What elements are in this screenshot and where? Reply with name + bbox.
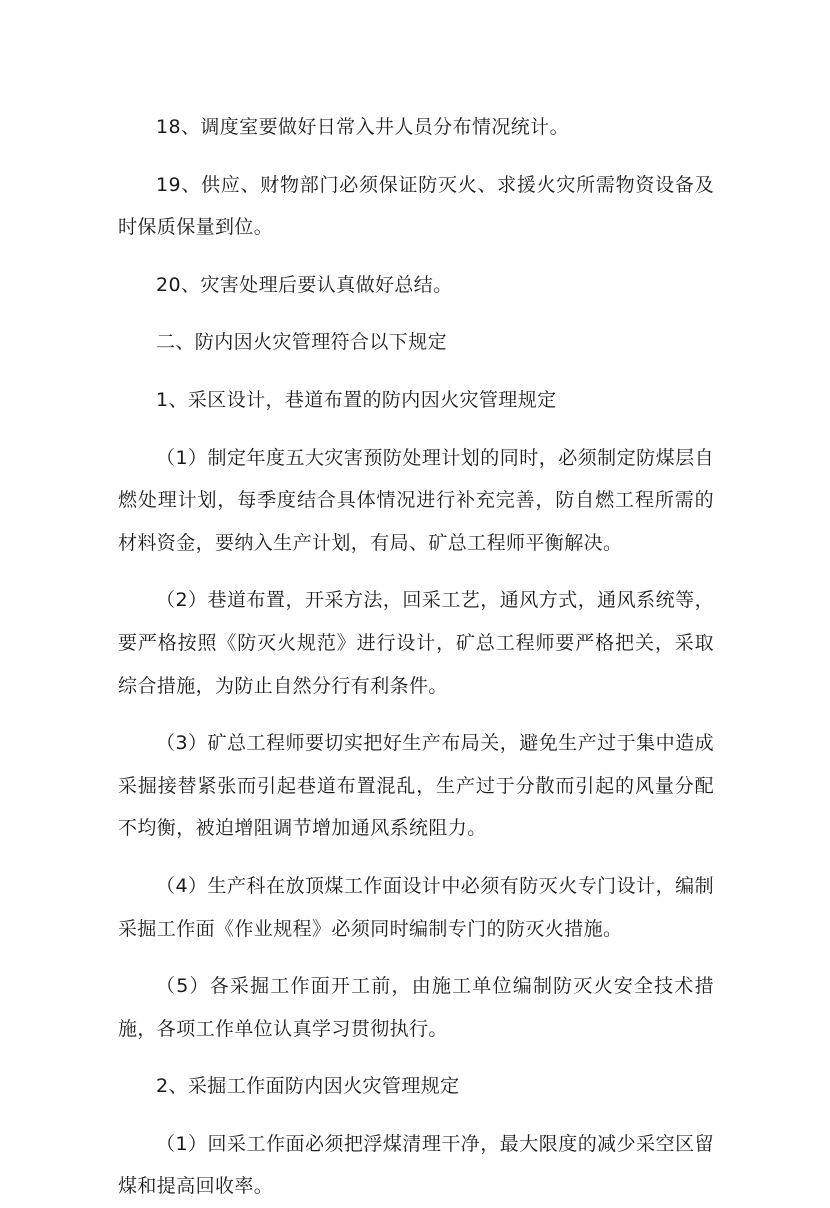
section-heading-2: 二、防内因火灾管理符合以下规定 bbox=[156, 331, 448, 354]
document-body bbox=[118, 106, 714, 1208]
item-2: （2）巷道布置，开采方法，回采工艺，通风方式，通风系统等，要严格按照《防灭火规范》进行设计，矿总工程师要严格把关，采取综合措施，为防止自然分行有利条件。 bbox=[118, 589, 714, 697]
item-3: （3）矿总工程师要切实把好生产布局关，避免生产过于集中造成采掘接替紧张而引起巷道布置混乱，生产过于分散而引起的风量分配不均衡，被迫增阻调节增加通风系统阻力。 bbox=[118, 732, 714, 840]
item-4: （4）生产科在放顶煤工作面设计中必须有防灭火专门设计，编制采掘工作面《作业规程》必须同时编制专门的防灭火措施。 bbox=[118, 874, 714, 940]
subsection-heading-1: 1、采区设计，巷道布置的防内因火灾管理规定 bbox=[156, 388, 557, 411]
subsection-heading-2: 2、采掘工作面防内因火灾管理规定 bbox=[156, 1075, 460, 1098]
paragraph-18: 18、调度室要做好日常入井人员分布情况统计。 bbox=[156, 116, 569, 138]
paragraph-20: 20、灾害处理后要认真做好总结。 bbox=[156, 273, 453, 296]
paragraph-19: 19、供应、财物部门必须保证防灭火、求援火灾所需物资设备及时保质保量到位。 bbox=[118, 173, 714, 239]
item-1: （1）制定年度五大灾害预防处理计划的同时，必须制定防煤层自燃处理计划，每季度结合具体情况进行补充完善，防自燃工程所需的材料资金，要纳入生产计划，有局、矿总工程师平衡解决。 bbox=[118, 446, 714, 554]
item-5: （5）各采掘工作面开工前，由施工单位编制防灭火安全技术措施，各项工作单位认真学习贯彻执行。 bbox=[118, 975, 714, 1040]
item-2-1: （1）回采工作面必须把浮煤清理干净，最大限度的减少采空区留煤和提高回收率。 bbox=[118, 1132, 714, 1198]
